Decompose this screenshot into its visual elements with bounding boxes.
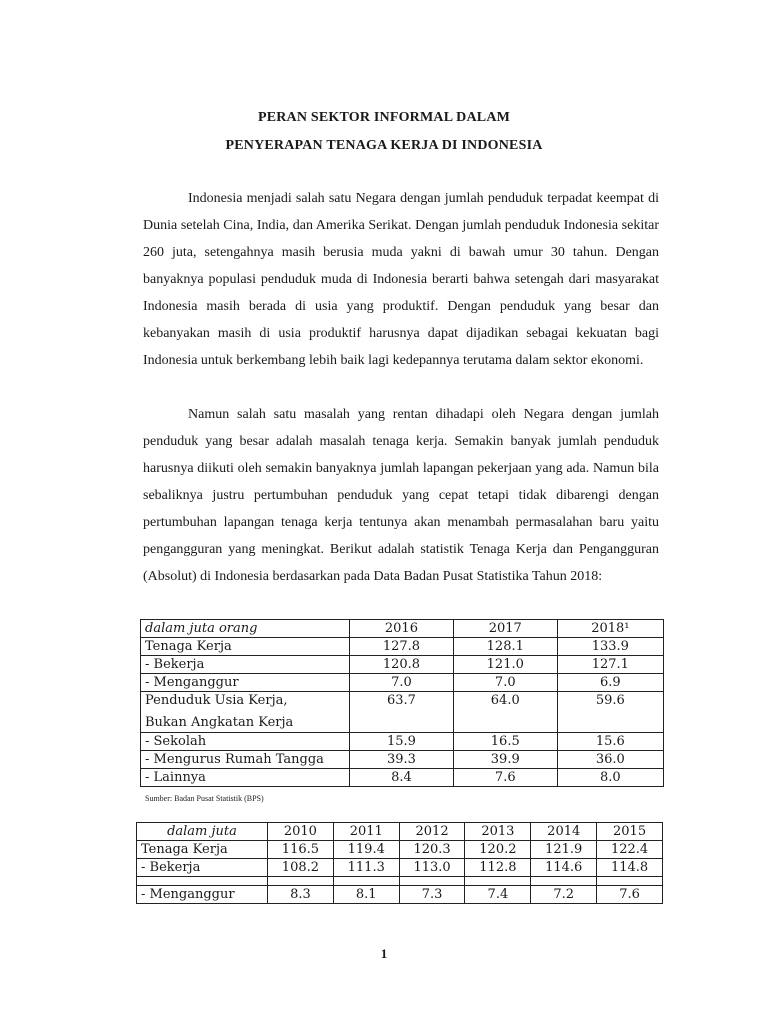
table-cell: 16.5 [453, 733, 557, 751]
table-cell: - Menganggur [141, 674, 350, 692]
table-cell: 114.8 [597, 859, 663, 877]
table-cell: 7.2 [531, 886, 597, 904]
table-cell: 36.0 [557, 751, 663, 769]
table-cell: 133.9 [557, 638, 663, 656]
table-cell: 108.2 [268, 859, 334, 877]
paragraph-1-text: Indonesia menjadi salah satu Negara dengan jumlah penduduk terpadat keempat di Dunia setelah Cina, India, dan Amerika Serikat. Dengan jumlah penduduk Indonesia sekitar 260 juta, setengahnya masih berusia muda yakni di bawah umur 30 tahun. Dengan banyaknya populasi penduduk muda di Indonesia berarti bahwa setengah dari masyarakat Indonesia masih berada di usia yang produktif. Dengan penduduk yang besar dan kebanyakan masih di usia produktif harusnya dapat dijadikan sebagai kekuatan bagi Indonesia untuk berkembang lebih baik lagi kedepannya terutama dalam sektor ekonomi. [143, 191, 659, 368]
document-title-line1: PERAN SEKTOR INFORMAL DALAM [257, 110, 511, 125]
table-row [137, 886, 663, 904]
table-cell: 7.6 [597, 886, 663, 904]
table-header-row [137, 823, 663, 841]
paragraph-1 [143, 185, 659, 374]
table-cell: 120.2 [465, 841, 531, 859]
table-cell: 64.0 [453, 692, 557, 733]
labor-statistics-table-2016-2018 [140, 619, 664, 787]
table-cell: 112.8 [465, 859, 531, 877]
table-cell: 116.5 [268, 841, 334, 859]
table-cell: 113.0 [399, 859, 465, 877]
table-cell: 119.4 [333, 841, 399, 859]
table-cell: 114.6 [531, 859, 597, 877]
table-cell: - Bekerja [141, 656, 350, 674]
table-row [141, 638, 664, 656]
table-cell: 15.6 [557, 733, 663, 751]
table-row [141, 751, 664, 769]
paragraph-2-text: Namun salah satu masalah yang rentan dihadapi oleh Negara dengan jumlah penduduk yang besar adalah masalah tenaga kerja. Semakin banyak jumlah penduduk harusnya diikuti oleh semakin banyaknya jumlah lapangan pekerjaan yang ada. Namun bila sebaliknya justru pertumbuhan penduduk yang cepat tetapi tidak dibarengi dengan pertumbuhan lapangan tenaga kerja tentunya akan menambah permasalahan baru yaitu pengangguran yang meningkat. Berikut adalah statistik Tenaga Kerja dan Pengangguran (Absolut) di Indonesia berdasarkan pada Data Badan Pusat Statistika Tahun 2018: [143, 407, 659, 584]
table-header-cell: 2017 [453, 620, 557, 638]
table-cell: Tenaga Kerja [137, 841, 268, 859]
table-cell: - Mengurus Rumah Tangga [141, 751, 350, 769]
table-cell: 15.9 [350, 733, 454, 751]
table-cell-empty [268, 877, 334, 886]
table-cell: 59.6 [557, 692, 663, 733]
table-header-cell: 2018¹ [557, 620, 663, 638]
table-row [141, 656, 664, 674]
table-cell: - Bekerja [137, 859, 268, 877]
table-header-cell: 2015 [597, 823, 663, 841]
table-row [141, 769, 664, 787]
table-cell: Tenaga Kerja [141, 638, 350, 656]
table-cell: 111.3 [333, 859, 399, 877]
table-row [137, 859, 663, 877]
table-row [141, 692, 664, 733]
page-number: 1 [380, 946, 388, 961]
table-cell [141, 692, 350, 733]
document-title-line2: PENYERAPAN TENAGA KERJA DI INDONESIA [225, 138, 543, 153]
table-cell: 121.0 [453, 656, 557, 674]
table-cell: - Menganggur [137, 886, 268, 904]
table-cell-empty [531, 877, 597, 886]
table-cell: 127.8 [350, 638, 454, 656]
table-cell: 120.8 [350, 656, 454, 674]
table-cell-empty [399, 877, 465, 886]
table-cell: 8.1 [333, 886, 399, 904]
table-cell-empty [333, 877, 399, 886]
table-cell: 7.0 [350, 674, 454, 692]
table-row [141, 674, 664, 692]
table-cell: 8.3 [268, 886, 334, 904]
table-cell: 121.9 [531, 841, 597, 859]
table-cell: 6.9 [557, 674, 663, 692]
table-cell: 8.4 [350, 769, 454, 787]
table-header-cell: 2012 [399, 823, 465, 841]
labor-statistics-table-2010-2015 [136, 822, 663, 904]
table-cell: - Sekolah [141, 733, 350, 751]
table-cell: 120.3 [399, 841, 465, 859]
table-cell-line2: Bukan Angkatan Kerja [145, 715, 294, 730]
table-header-cell: 2014 [531, 823, 597, 841]
table-cell-line1: Penduduk Usia Kerja, [145, 693, 288, 708]
table-header-cell: 2013 [465, 823, 531, 841]
table-spacer-row [137, 877, 663, 886]
table-cell: 7.6 [453, 769, 557, 787]
table-cell-empty [465, 877, 531, 886]
table-cell: 63.7 [350, 692, 454, 733]
table-cell-empty [137, 877, 268, 886]
table-cell: 7.4 [465, 886, 531, 904]
table-cell: 127.1 [557, 656, 663, 674]
table-header-row [141, 620, 664, 638]
table-source-note: Sumber: Badan Pusat Statistik (BPS) [145, 794, 264, 803]
table-header-cell: 2016 [350, 620, 454, 638]
table-cell: 39.9 [453, 751, 557, 769]
table-cell: 128.1 [453, 638, 557, 656]
table-cell: 8.0 [557, 769, 663, 787]
table-header-cell: 2011 [333, 823, 399, 841]
table-header-cell: dalam juta [137, 823, 268, 841]
table-cell: 122.4 [597, 841, 663, 859]
table-cell: 39.3 [350, 751, 454, 769]
table-row [141, 733, 664, 751]
table-header-cell: 2010 [268, 823, 334, 841]
table-cell: 7.3 [399, 886, 465, 904]
table-header-cell: dalam juta orang [141, 620, 350, 638]
paragraph-2 [143, 401, 659, 590]
table-cell: - Lainnya [141, 769, 350, 787]
table-cell-empty [597, 877, 663, 886]
table-cell: 7.0 [453, 674, 557, 692]
table-row [137, 841, 663, 859]
